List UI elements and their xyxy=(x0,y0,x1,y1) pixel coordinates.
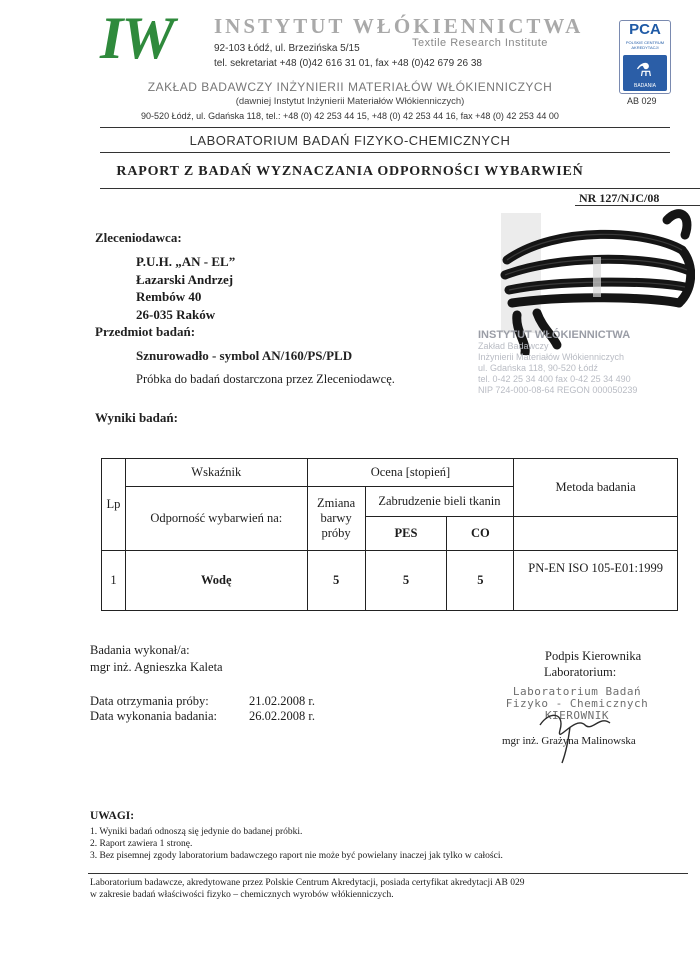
results-heading: Wyniki badań: xyxy=(95,410,178,425)
row-name: Wodę xyxy=(125,551,307,611)
stamp-line: tel. 0-42 25 34 400 fax 0-42 25 34 490 xyxy=(478,374,631,384)
header-odpornosc: Odporność wybarwień na: xyxy=(125,487,307,551)
header-co: CO xyxy=(447,517,514,551)
note-item: 1. Wyniki badań odnoszą się jedynie do badanej próbki. xyxy=(90,827,303,837)
client-heading: Zleceniodawca: xyxy=(95,230,182,245)
header-lp: Lp xyxy=(102,459,126,551)
accreditation-note-1: Laboratorium badawcze, akredytowane przez Polskie Centrum Akredytacji, posiada certyfikat akredytacji AB 029 xyxy=(90,878,525,888)
header-divider-bottom xyxy=(100,152,670,153)
subject-item: Sznurowadło - symbol AN/160/PS/PLD xyxy=(136,348,353,363)
institute-subtitle: Textile Research Institute xyxy=(412,37,548,49)
subject-heading: Przedmiot badań: xyxy=(95,324,196,339)
header-metoda: Metoda badania xyxy=(514,459,678,517)
signature-heading-2: Laboratorium: xyxy=(544,665,617,679)
header-metoda-blank xyxy=(514,517,678,551)
test-tube-icon: ⚗ xyxy=(635,60,653,80)
stamp-title: INSTYTUT WŁÓKIENNICTWA xyxy=(478,329,631,341)
header-pes: PES xyxy=(365,517,447,551)
pca-logo-text: PCA xyxy=(629,21,661,38)
pca-logo-label: POLSKIE CENTRUM AKREDYTACJI xyxy=(625,40,665,50)
institute-name: INSTYTUT WŁÓKIENNICTWA xyxy=(214,14,584,38)
note-item: 3. Bez pisemnej zgody laboratorium badawczego raport nie może być powielany inaczej jak tylko w całości. xyxy=(90,851,503,861)
footer-divider xyxy=(88,873,688,874)
header-divider-top xyxy=(100,127,670,128)
report-title: RAPORT Z BADAŃ WYZNACZANIA ODPORNOŚCI WYBARWIEŃ xyxy=(116,164,584,179)
client-block xyxy=(136,253,235,323)
manager-stamp-line: KIEROWNIK xyxy=(544,709,610,722)
client-name: P.U.H. „AN - EL” xyxy=(136,254,236,269)
results-table xyxy=(101,458,678,611)
header-wskaznik: Wskaźnik xyxy=(125,459,307,487)
row-zmiana: 5 xyxy=(307,551,365,611)
stamp-line: Inżynierii Materiałów Włókienniczych xyxy=(478,352,625,362)
performed-date: 26.02.2008 r. xyxy=(249,709,315,723)
row-pes: 5 xyxy=(365,551,447,611)
client-city: 26-035 Raków xyxy=(136,306,216,322)
client-person: Łazarski Andrzej xyxy=(136,271,234,287)
performed-by-label: Badania wykonał/a: xyxy=(90,643,190,657)
manager-stamp-line: Fizyko - Chemicznych xyxy=(505,697,649,710)
notes-title: UWAGI: xyxy=(90,810,135,822)
received-date-label: Data otrzymania próby: xyxy=(90,694,209,708)
institute-phones: tel. sekretariat +48 (0)42 616 31 01, fax +48 (0)42 679 26 38 xyxy=(214,58,482,69)
department-name: ZAKŁAD BADAWCZY INŻYNIERII MATERIAŁÓW WŁÓKIENNICZYCH xyxy=(147,80,553,94)
header-ocena: Ocena [stopień] xyxy=(307,459,514,487)
subject-note: Próbka do badań dostarczona przez Zleceniodawcę. xyxy=(136,372,395,386)
institute-stamp xyxy=(478,330,698,420)
stamp-line: Zakład Badawczy xyxy=(478,341,549,351)
stamp-line: NIP 724-000-08-64 REGON 000050239 xyxy=(478,385,638,395)
received-date: 21.02.2008 r. xyxy=(249,694,315,708)
accreditation-number: AB 029 xyxy=(627,96,657,106)
accreditation-note-2: w zakresie badań właściwości fizyko – chemicznych wyrobów włókienniczych. xyxy=(90,890,394,900)
institute-address: 92-103 Łódź, ul. Brzezińska 5/15 xyxy=(214,43,360,54)
manager-stamp-line: Laboratorium Badań xyxy=(512,685,642,698)
manager-name: mgr inż. Grażyna Malinowska xyxy=(502,735,636,747)
performed-date-label: Data wykonania badania: xyxy=(90,709,218,723)
row-method: PN-EN ISO 105-E01:1999 xyxy=(514,551,678,611)
institute-logo: IW xyxy=(100,5,173,71)
laboratory-name: LABORATORIUM BADAŃ FIZYKO-CHEMICZNYCH xyxy=(189,133,511,148)
table-row xyxy=(102,551,678,611)
department-former-name: (dawniej Instytut Inżynierii Materiałów Włókienniczych) xyxy=(235,96,465,107)
pca-logo-badania: BADANIA xyxy=(634,83,656,89)
performed-by-name: mgr inż. Agnieszka Kaleta xyxy=(90,660,223,674)
report-number: NR 127/NJC/08 xyxy=(579,191,660,205)
client-street: Rembów 40 xyxy=(136,289,202,304)
department-address: 90-520 Łódź, ul. Gdańska 118, tel.: +48 (0) 42 253 44 15, +48 (0) 42 253 44 16, fax +48 (0) 42 253 44 00 xyxy=(141,111,559,121)
signature-heading-1: Podpis Kierownika xyxy=(545,649,642,663)
header-zmiana: Zmiana barwy próby xyxy=(307,487,365,551)
row-co: 5 xyxy=(447,551,514,611)
stamp-line: ul. Gdańska 118, 90-520 Łódź xyxy=(478,363,598,373)
header-zabrudzenie: Zabrudzenie bieli tkanin xyxy=(365,487,514,517)
note-item: 2. Raport zawiera 1 stronę. xyxy=(90,839,193,849)
row-lp: 1 xyxy=(102,551,126,611)
title-divider xyxy=(100,188,700,189)
